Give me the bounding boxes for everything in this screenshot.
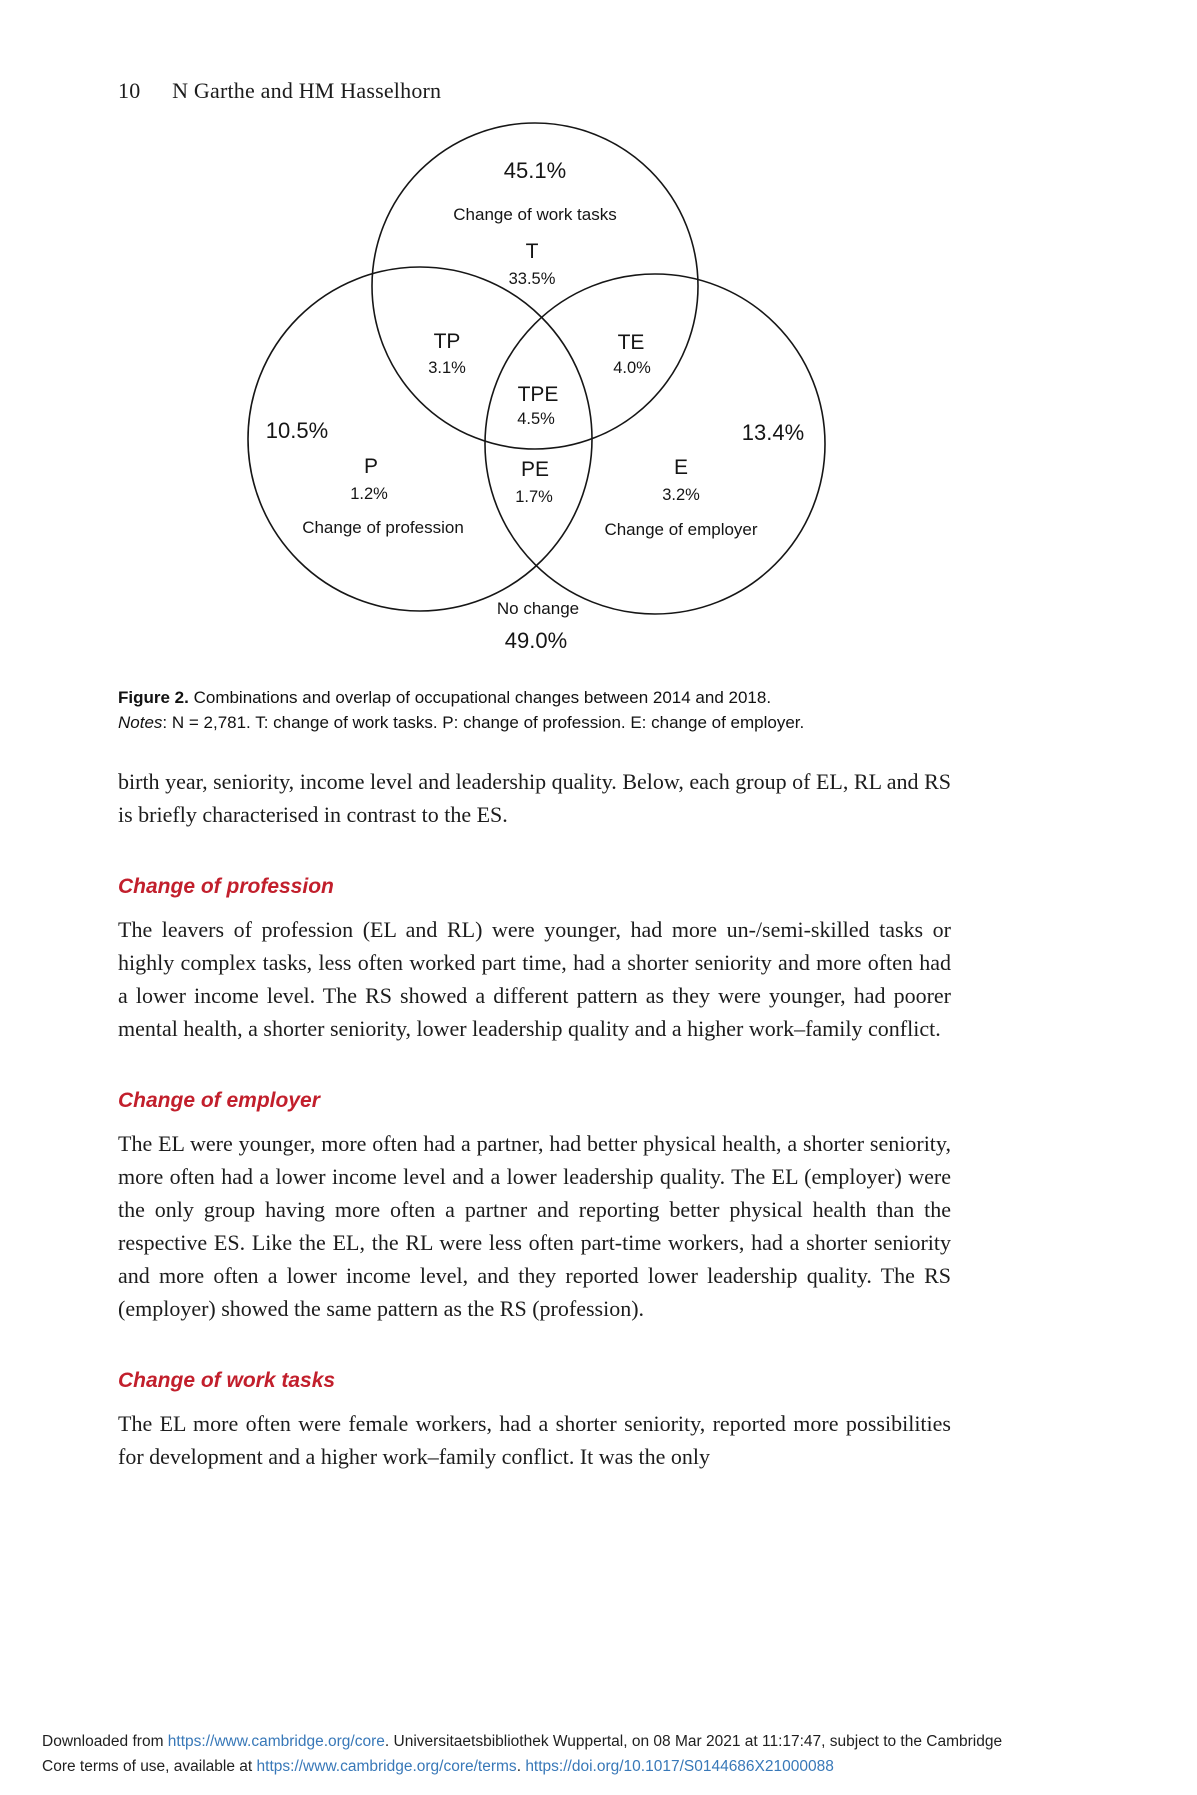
venn-diagram-wrap xyxy=(235,116,835,676)
venn-label-no-change: No change xyxy=(496,599,579,618)
section-heading-employer: Change of employer xyxy=(118,1089,320,1112)
venn-value-no-change: 49.0% xyxy=(504,628,567,653)
section-change-of-work-tasks xyxy=(118,1369,951,1473)
venn-label-employer: Change of employer xyxy=(603,520,758,539)
venn-value-left-total: 10.5% xyxy=(265,418,328,443)
footer-link-cambridge-core[interactable]: https://www.cambridge.org/core xyxy=(167,1733,385,1750)
footer-text-downloaded-from: Downloaded from xyxy=(42,1733,168,1750)
venn-abbr-e: E xyxy=(673,456,688,479)
download-footer xyxy=(42,1730,1157,1779)
section-change-of-profession xyxy=(118,875,951,1045)
page-number: 10 xyxy=(118,78,141,103)
footer-link-doi[interactable]: https://doi.org/10.1017/S0144686X21000088 xyxy=(525,1757,834,1775)
paragraph-employer: The EL were younger, more often had a partner, had better physical health, a shorter seniority, more often had a lower income level and a lower leadership quality. The EL (employer) were the only group having more often a partner and reporting better physical health than the respective ES. Like the EL, the RL were less often part-time workers, had a shorter seniority and more often a lower income level, and they reported lower leadership quality. The RS (employer) showed the same pattern as the RS (profession). xyxy=(118,1131,951,1321)
venn-abbr-tp: TP xyxy=(433,330,460,353)
paragraph-work-tasks: The EL more often were female workers, had a shorter seniority, reported more possibilities for development and a higher work–family conflict. It was the only xyxy=(118,1411,951,1469)
figure-caption-label: Figure 2. xyxy=(118,688,189,707)
venn-value-te: 4.0% xyxy=(612,359,651,377)
venn-value-top-total: 45.1% xyxy=(503,158,566,183)
running-head-authors: N Garthe and HM Hasselhorn xyxy=(172,78,442,103)
venn-abbr-te: TE xyxy=(617,331,644,354)
figure-notes-text: : N = 2,781. T: change of work tasks. P: change of profession. E: change of employer. xyxy=(162,712,805,732)
venn-value-tpe: 4.5% xyxy=(516,410,555,428)
figure-caption-line xyxy=(118,686,951,711)
venn-abbr-p: P xyxy=(363,455,378,478)
venn-value-p: 1.2% xyxy=(349,485,388,503)
venn-value-tp: 3.1% xyxy=(427,359,466,377)
figure-notes-line xyxy=(118,711,951,736)
running-header xyxy=(118,78,441,104)
footer-line-2 xyxy=(42,1755,1157,1780)
venn-abbr-tpe: TPE xyxy=(517,383,558,406)
footer-text-terms: Core terms of use, available at xyxy=(42,1757,257,1775)
footer-line-1 xyxy=(42,1730,1157,1755)
venn-abbr-t: T xyxy=(525,240,538,263)
figure-caption-text: Combinations and overlap of occupational changes between 2014 and 2018. xyxy=(188,688,772,707)
venn-value-e: 3.2% xyxy=(661,486,700,504)
venn-value-right-total: 13.4% xyxy=(741,420,804,445)
venn-label-work-tasks: Change of work tasks xyxy=(452,205,617,224)
figure-caption xyxy=(118,686,951,735)
venn-label-profession: Change of profession xyxy=(301,518,464,537)
paragraph-intro: birth year, seniority, income level and leadership quality. Below, each group of EL, RL and RS is briefly characterised in contrast to the ES. xyxy=(118,769,951,827)
section-heading-profession: Change of profession xyxy=(118,875,334,898)
paragraph-profession: The leavers of profession (EL and RL) were younger, had more un-/semi-skilled tasks or highly complex tasks, less often worked part time, had a shorter seniority and more often had a lower income level. The RS showed a different pattern as they were younger, had poorer mental health, a shorter seniority, lower leadership quality and a higher work–family conflict. xyxy=(118,917,951,1041)
section-change-of-employer xyxy=(118,1089,951,1325)
venn-value-t: 33.5% xyxy=(508,270,555,288)
venn-abbr-pe: PE xyxy=(520,458,549,481)
venn-value-pe: 1.7% xyxy=(514,488,553,506)
content-column xyxy=(118,116,951,1473)
venn-diagram xyxy=(235,116,835,676)
section-heading-work-tasks: Change of work tasks xyxy=(118,1369,336,1392)
figure-2 xyxy=(118,116,951,735)
footer-text-institution: . Universitaetsbibliothek Wuppertal, on 08 Mar 2021 at 11:17:47, subject to the Cambridge xyxy=(384,1733,1003,1750)
footer-text-period: . xyxy=(516,1757,526,1775)
footer-link-core-terms[interactable]: https://www.cambridge.org/core/terms xyxy=(256,1757,517,1775)
figure-notes-label: Notes xyxy=(118,712,163,732)
